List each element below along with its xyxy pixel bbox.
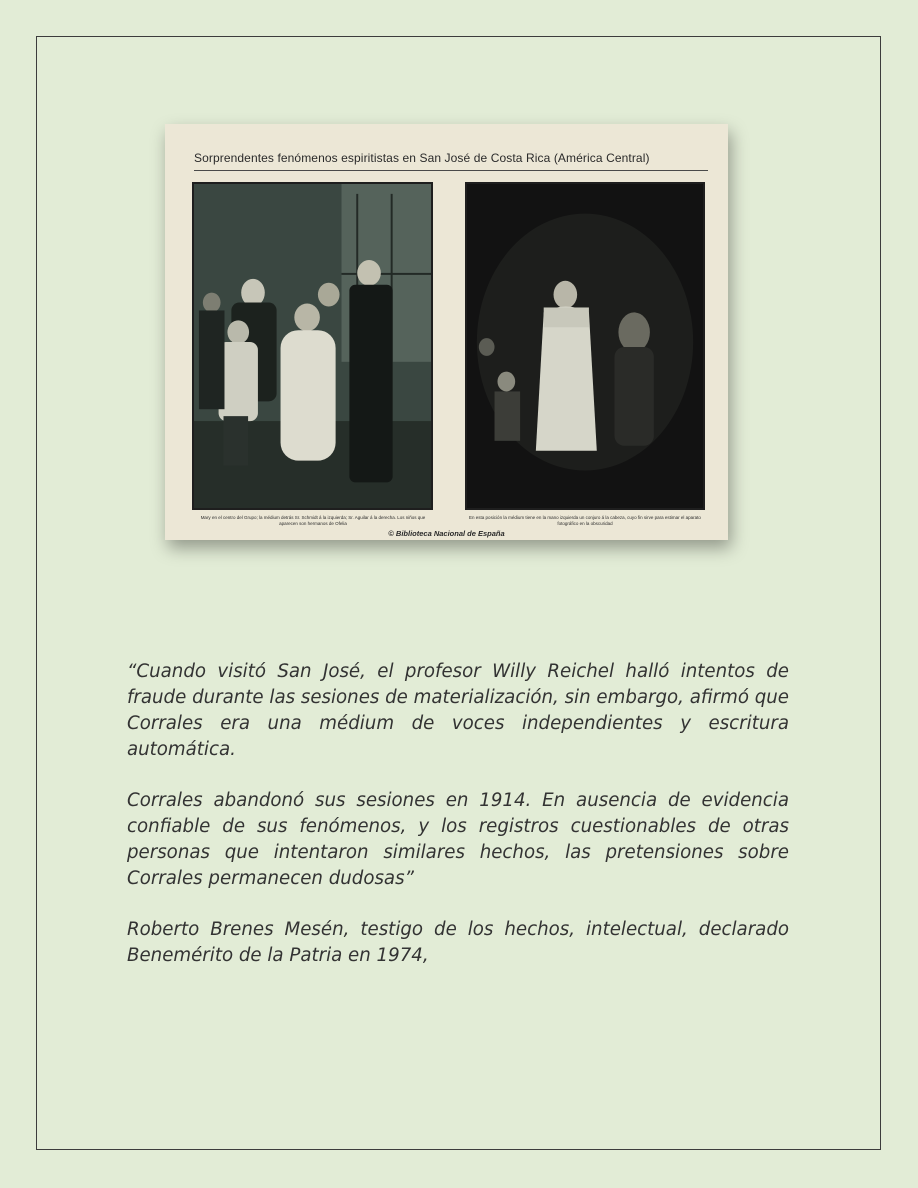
quote-paragraph-1: “Cuando visitó San José, el profesor Willy Reichel halló intentos de fraude durante las sesiones de materialización, sin embargo, afirmó que Corrales era una médium de voces independientes y escritura automática.: [127, 661, 789, 760]
medium-photo-right: [465, 182, 705, 510]
image-credit: © Biblioteca Nacional de España: [388, 529, 505, 538]
photo-caption-right: En esta posición la médium tiene en la mano izquierda un conjuro á la cabeza, cuyo fin sirve para estimar el aparato fotográfico en la obscuridad: [469, 515, 701, 526]
newspaper-clipping-image: [165, 124, 728, 540]
photo-caption-left: Mary en el centro del Grupo; la médium detrás Sr. Schmidt á la izquierda; Sr. Aguilar á la derecha. Los niños que aparecen son hermanos de Ofelia: [200, 515, 426, 526]
quote-attribution: Roberto Brenes Mesén, testigo de los hechos, intelectual, declarado Benemérito de la Patria en 1974,: [127, 919, 789, 966]
group-photo-left: [192, 182, 433, 510]
clipping-title: Sorprendentes fenómenos espiritistas en San José de Costa Rica (América Central): [194, 151, 650, 165]
clipping-title-rule: [194, 170, 708, 171]
quote-paragraph-2: Corrales abandonó sus sesiones en 1914. En ausencia de evidencia confiable de sus fenómenos, y los registros cuestionables de otras personas que intentaron similares hechos, las pretensiones sobre Corrales permanecen dudosas”: [127, 790, 789, 889]
